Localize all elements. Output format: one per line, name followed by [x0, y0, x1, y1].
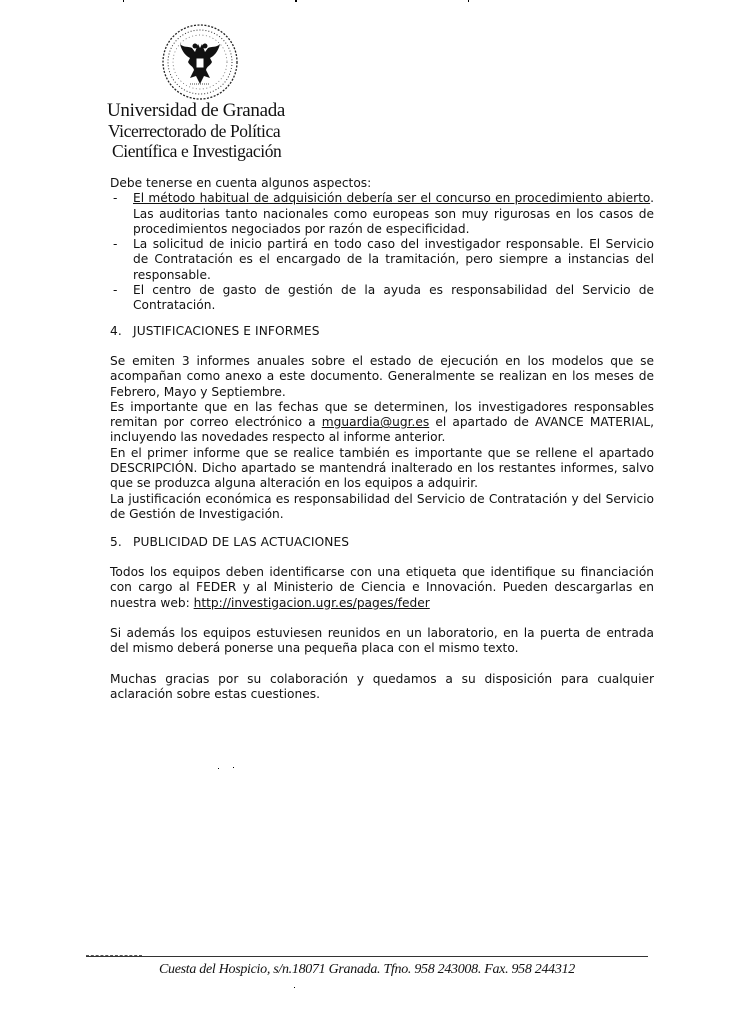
- paragraph: [110, 565, 654, 611]
- section-4: [110, 324, 654, 339]
- bullet-dash: -: [113, 283, 118, 298]
- paragraph: La justificación económica es responsabilidad del Servicio de Contratación y del Servicio de Gestión de Investigación.: [110, 491, 654, 521]
- bullet-dash: -: [113, 237, 118, 252]
- paragraph: En el primer informe que se realice también es importante que se rellene el apartado DESCRIPCIÓN. Dicho apartado se mantendrá inalterado en los restantes informes, salvo que se produzca alguna alteración en los equipos a adquirir.: [110, 445, 654, 491]
- feder-link[interactable]: http://investigacion.ugr.es/pages/feder: [193, 595, 430, 610]
- footer-divider: [86, 956, 648, 957]
- paragraph: Se emiten 3 informes anuales sobre el estado de ejecución en los modelos que se acompañan como anexo a este documento. Generalmente se realizan en los meses de Febrero, Mayo y Septiembre.: [110, 354, 654, 399]
- paragraph: [110, 400, 654, 446]
- list-item: [110, 283, 654, 314]
- scan-speck: [123, 0, 124, 2]
- letterhead-vicerrectorado: Vicerrectorado de Política: [108, 121, 281, 141]
- section-number: 5.: [110, 535, 122, 549]
- email-link[interactable]: mguardia@ugr.es: [321, 415, 430, 430]
- thanks-paragraph-block: [110, 672, 654, 703]
- section-title: PUBLICIDAD DE LAS ACTUACIONES: [133, 535, 350, 549]
- bullet-text: El centro de gasto de gestión de la ayuda es responsabilidad del Servicio de Contratación.: [133, 283, 654, 313]
- bullet-text: . Las auditorias tanto nacionales como europeas son muy rigurosas en los casos de procedimientos negociados por razón de especificidad.: [133, 191, 654, 236]
- bullet-dash: -: [113, 191, 118, 206]
- footer-address: Cuesta del Hospicio, s/n.18071 Granada. Tfno. 958 243008. Fax. 958 244312: [159, 962, 575, 977]
- lab-paragraph-block: [110, 626, 654, 657]
- scan-speck: [294, 987, 295, 988]
- letterhead-cientifica: Científica e Investigación: [112, 141, 282, 161]
- paragraph: Si además los equipos estuviesen reunidos en un laboratorio, en la puerta de entrada del mismo deberá ponerse una pequeña placa con el mismo texto.: [110, 626, 654, 656]
- scan-speck: [233, 767, 234, 768]
- aspects-block: [110, 176, 654, 314]
- scan-speck: [218, 768, 219, 769]
- section-4-heading: [110, 324, 654, 339]
- section-5-body: [110, 565, 654, 611]
- paragraph: Muchas gracias por su colaboración y quedamos a su disposición para cualquier aclaración sobre estas cuestiones.: [110, 672, 654, 702]
- section-4-body: [110, 354, 654, 522]
- scan-speck: [295, 0, 297, 2]
- paragraph-text: Es importante que en las fechas que se determinen, los investigadores responsables remitan por correo electrónico a: [110, 399, 654, 430]
- paragraph-text: Todos los equipos deben identificarse con una etiqueta que identifique su financiación con cargo al FEDER y al Ministerio de Ciencia e Innovación. Pueden descargarlas en nuestra web:: [110, 565, 654, 610]
- section-5: [110, 535, 654, 550]
- intro-text: Debe tenerse en cuenta algunos aspectos:: [110, 176, 372, 190]
- aspects-list: [110, 191, 654, 313]
- list-item: [110, 237, 654, 283]
- section-title: JUSTIFICACIONES E INFORMES: [133, 324, 320, 338]
- section-5-heading: [110, 535, 654, 550]
- underlined-text: El método habitual de adquisición debería ser el concurso en procedimiento abierto: [133, 191, 651, 206]
- letterhead-university: Universidad de Granada: [107, 100, 286, 121]
- bullet-text: La solicitud de inicio partirá en todo caso del investigador responsable. El Servicio de Contratación es el encargado de la tramitación, pero siempre a instancias del responsable.: [133, 237, 654, 282]
- scan-speck: [468, 0, 469, 2]
- list-item: [110, 191, 654, 237]
- university-seal-logo: [160, 22, 240, 102]
- section-number: 4.: [110, 324, 122, 338]
- paragraph-text: el apartado de AVANCE MATERIAL, incluyendo las novedades respecto al informe anterior.: [110, 415, 654, 445]
